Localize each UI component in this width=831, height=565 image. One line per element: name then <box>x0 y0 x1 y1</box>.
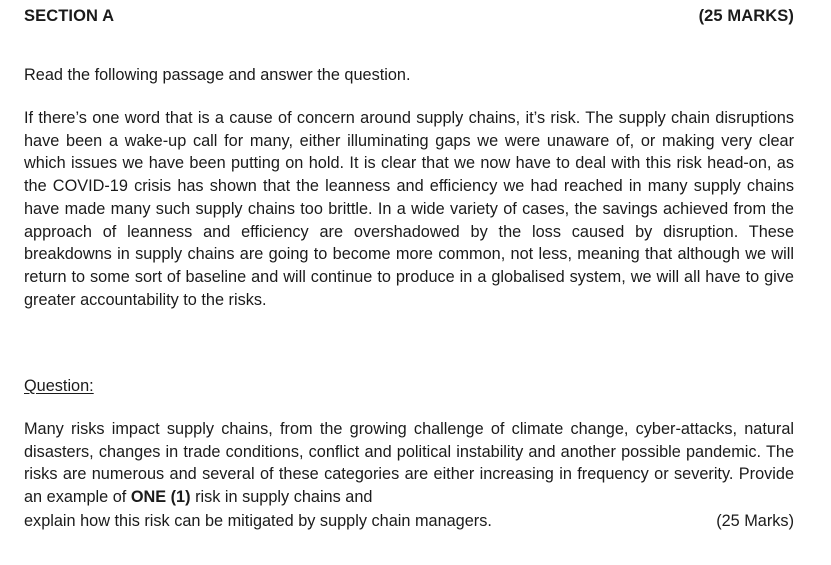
section-title: SECTION A <box>24 7 115 25</box>
question-body: Many risks impact supply chains, from the growing challenge of climate change, cyber-attacks, natural disasters, changes in trade conditions, conflict and political instability and another possible pandemic. The risks are numerous and several of these categories are either increasing in frequency or severity. Provide an example of <box>24 420 794 507</box>
question-body-continued: risk in supply chains and <box>195 488 373 507</box>
question-last-line: explain how this risk can be mitigated by supply chain managers. <box>24 512 492 530</box>
question-text <box>24 418 794 509</box>
instruction-text: Read the following passage and answer the question. <box>24 66 411 84</box>
question-emphasis: ONE (1) <box>130 488 191 507</box>
exam-page <box>24 0 794 565</box>
question-marks: (25 Marks) <box>716 512 794 530</box>
passage-text: If there’s one word that is a cause of concern around supply chains, it’s risk. The supply chain disruptions have been a wake-up call for many, either illuminating gaps we were unaware of, or making very clear which issues we have been putting on hold. It is clear that we now have to deal with this risk head-on, as the COVID-19 crisis has shown that the leanness and efficiency we had reached in many supply chains have made many such supply chains too brittle. In a wide variety of cases, the savings achieved from the approach of leanness and efficiency are overshadowed by the loss caused by disruption. These breakdowns in supply chains are going to become more common, not less, meaning that although we will return to some sort of baseline and will continue to produce in a globalised system, we will all have to give greater accountability to the risks. <box>24 109 794 309</box>
question-final-line <box>24 510 794 533</box>
section-header <box>24 7 794 31</box>
question-heading: Question: <box>24 377 94 395</box>
section-marks: (25 MARKS) <box>698 7 794 25</box>
